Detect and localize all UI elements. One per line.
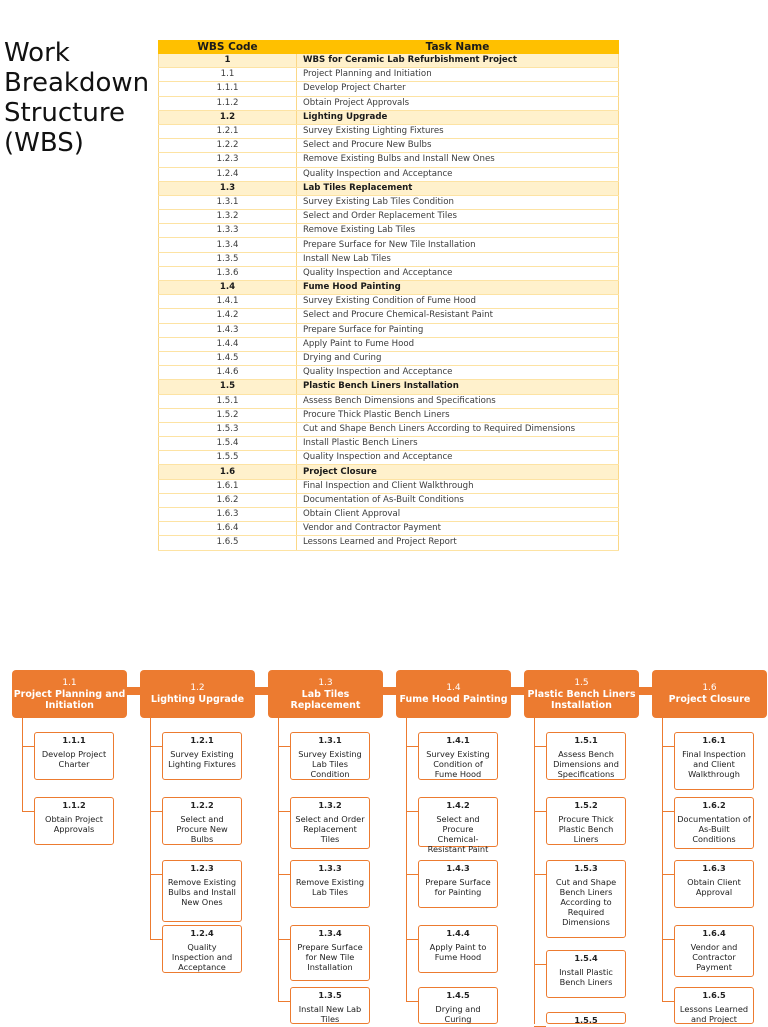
tree-branch xyxy=(534,746,546,747)
phase-box xyxy=(140,670,255,718)
wbs-code-cell: 1.5 xyxy=(159,380,297,394)
wbs-code-cell: 1.2.2 xyxy=(159,139,297,153)
phase-box xyxy=(652,670,767,718)
task-box xyxy=(674,797,754,849)
tree-connector xyxy=(278,718,279,1001)
table-row xyxy=(159,281,619,295)
title-line: Structure xyxy=(4,98,125,128)
wbs-code-cell: 1.1 xyxy=(159,68,297,82)
task-name-cell: Project Planning and Initiation xyxy=(297,68,619,82)
task-code: 1.6.1 xyxy=(702,735,726,745)
task-name-cell: Prepare Surface for Painting xyxy=(297,323,619,337)
task-code: 1.3.1 xyxy=(318,735,342,745)
tree-connector xyxy=(22,718,23,811)
task-name-cell: Develop Project Charter xyxy=(297,82,619,96)
table-row xyxy=(159,181,619,195)
table-row xyxy=(159,224,619,238)
task-name: Remove Existing Lab Tiles xyxy=(295,877,365,897)
wbs-code-cell: 1.1.2 xyxy=(159,96,297,110)
task-box xyxy=(290,860,370,908)
task-name: Assess Bench Dimensions and Specifications xyxy=(553,749,619,779)
phase-code: 1.2 xyxy=(190,683,205,693)
table-row xyxy=(159,82,619,96)
task-name-cell: Select and Procure Chemical-Resistant Paint xyxy=(297,309,619,323)
tree-branch xyxy=(406,1001,418,1002)
task-name-cell: Select and Order Replacement Tiles xyxy=(297,210,619,224)
wbs-code-cell: 1.6.1 xyxy=(159,479,297,493)
task-code: 1.2.3 xyxy=(190,863,214,873)
task-box xyxy=(418,797,498,854)
tree-connector xyxy=(662,718,663,1001)
task-box xyxy=(546,950,626,998)
wbs-code-cell: 1.3.4 xyxy=(159,238,297,252)
tree-branch xyxy=(406,874,418,875)
table-row xyxy=(159,380,619,394)
phase-name: Plastic Bench Liners Installation xyxy=(527,688,636,711)
tree-branch xyxy=(278,939,290,940)
task-code: 1.1.1 xyxy=(62,735,86,745)
phase-code: 1.5 xyxy=(574,677,589,688)
wbs-code-cell: 1.6 xyxy=(159,465,297,479)
task-name-cell: Install New Lab Tiles xyxy=(297,252,619,266)
task-name: Vendor and Contractor Payment xyxy=(690,942,738,972)
phase-box xyxy=(12,670,127,718)
task-name: Documentation of As-Built Conditions xyxy=(677,814,751,844)
tree-branch xyxy=(406,939,418,940)
task-box xyxy=(418,987,498,1024)
task-name: Survey Existing Lab Tiles Condition xyxy=(298,749,362,779)
tree-branch xyxy=(150,746,162,747)
wbs-code-cell: 1.2 xyxy=(159,110,297,124)
task-code: 1.4.1 xyxy=(446,735,470,745)
table-row xyxy=(159,309,619,323)
task-code: 1.5.5 xyxy=(574,1015,598,1025)
table-row xyxy=(159,366,619,380)
wbs-code-cell: 1.5.1 xyxy=(159,394,297,408)
task-box xyxy=(290,925,370,981)
column-header-code: WBS Code xyxy=(159,41,297,54)
task-code: 1.5.1 xyxy=(574,735,598,745)
table-row xyxy=(159,295,619,309)
wbs-code-cell: 1.6.4 xyxy=(159,522,297,536)
task-box xyxy=(418,860,498,908)
table-row xyxy=(159,68,619,82)
page-title xyxy=(4,38,154,158)
task-name-cell: Lab Tiles Replacement xyxy=(297,181,619,195)
wbs-code-cell: 1.4.6 xyxy=(159,366,297,380)
tree-branch xyxy=(22,746,34,747)
task-box xyxy=(674,987,754,1024)
phase-name: Project Closure xyxy=(668,694,751,705)
task-name-cell: Quality Inspection and Acceptance xyxy=(297,451,619,465)
table-row xyxy=(159,266,619,280)
phase-box xyxy=(524,670,639,718)
task-name-cell: Plastic Bench Liners Installation xyxy=(297,380,619,394)
task-code: 1.5.2 xyxy=(574,800,598,810)
table-row xyxy=(159,195,619,209)
table-row xyxy=(159,252,619,266)
task-name: Remove Existing Bulbs and Install New Ones xyxy=(167,877,237,907)
table-row xyxy=(159,238,619,252)
table-row xyxy=(159,96,619,110)
wbs-code-cell: 1.5.5 xyxy=(159,451,297,465)
task-name: Install Plastic Bench Liners xyxy=(559,967,613,987)
task-name: Select and Procure Chemical-Resistant Paint xyxy=(427,814,489,854)
task-code: 1.3.5 xyxy=(318,990,342,1000)
phase-code: 1.4 xyxy=(446,683,461,693)
task-box xyxy=(674,732,754,790)
task-box xyxy=(290,732,370,780)
task-name-cell: Select and Procure New Bulbs xyxy=(297,139,619,153)
phase-name: Fume Hood Painting xyxy=(399,694,508,705)
task-code: 1.6.2 xyxy=(702,800,726,810)
title-line: (WBS) xyxy=(4,128,84,158)
task-box xyxy=(418,732,498,780)
wbs-code-cell: 1.3.3 xyxy=(159,224,297,238)
title-line: Breakdown xyxy=(4,68,150,98)
task-name-cell: WBS for Ceramic Lab Refurbishment Project xyxy=(297,54,619,68)
tree-branch xyxy=(662,939,674,940)
table-row xyxy=(159,522,619,536)
wbs-code-cell: 1.6.2 xyxy=(159,493,297,507)
phase-box xyxy=(268,670,383,718)
task-name: Survey Existing Lighting Fixtures xyxy=(168,749,236,769)
task-box xyxy=(546,797,626,845)
wbs-code-cell: 1.6.3 xyxy=(159,508,297,522)
phase-name: Project Planning and Initiation xyxy=(13,688,126,711)
tree-branch xyxy=(278,811,290,812)
title-line: Work xyxy=(4,38,70,68)
task-name-cell: Quality Inspection and Acceptance xyxy=(297,266,619,280)
task-code: 1.4.2 xyxy=(446,800,470,810)
task-name-cell: Obtain Client Approval xyxy=(297,508,619,522)
wbs-code-cell: 1.3.5 xyxy=(159,252,297,266)
wbs-code-cell: 1.4.2 xyxy=(159,309,297,323)
wbs-code-cell: 1.6.5 xyxy=(159,536,297,550)
task-name: Select and Procure New Bulbs xyxy=(176,814,228,844)
task-code: 1.3.4 xyxy=(318,928,342,938)
task-name: Procure Thick Plastic Bench Liners xyxy=(558,814,614,844)
table-row xyxy=(159,167,619,181)
tree-branch xyxy=(662,746,674,747)
task-code: 1.6.5 xyxy=(702,990,726,1000)
table-body xyxy=(159,54,619,551)
task-code: 1.6.4 xyxy=(702,928,726,938)
wbs-code-cell: 1.4.3 xyxy=(159,323,297,337)
phase-code: 1.6 xyxy=(702,683,717,693)
task-name: Develop Project Charter xyxy=(41,749,107,769)
task-name: Obtain Client Approval xyxy=(687,877,741,897)
table-row xyxy=(159,536,619,550)
task-box xyxy=(418,925,498,973)
table-row xyxy=(159,110,619,124)
table-row xyxy=(159,210,619,224)
task-name-cell: Fume Hood Painting xyxy=(297,281,619,295)
task-name-cell: Survey Existing Lighting Fixtures xyxy=(297,124,619,138)
task-code: 1.3.3 xyxy=(318,863,342,873)
tree-branch xyxy=(534,964,546,965)
task-name-cell: Cut and Shape Bench Liners According to Required Dimensions xyxy=(297,422,619,436)
tree-connector xyxy=(534,718,535,1024)
phase-code: 1.1 xyxy=(62,677,77,688)
tree-branch xyxy=(406,746,418,747)
wbs-code-cell: 1.4.4 xyxy=(159,337,297,351)
tree-branch xyxy=(278,874,290,875)
task-name: Final Inspection and Client Walkthrough xyxy=(682,749,746,779)
task-box xyxy=(34,732,114,780)
task-name-cell: Apply Paint to Fume Hood xyxy=(297,337,619,351)
wbs-code-cell: 1.4.5 xyxy=(159,351,297,365)
phase-name: Lab Tiles Replacement xyxy=(290,688,361,711)
task-box xyxy=(674,860,754,908)
task-name-cell: Lighting Upgrade xyxy=(297,110,619,124)
wbs-code-cell: 1.3.1 xyxy=(159,195,297,209)
task-name-cell: Quality Inspection and Acceptance xyxy=(297,167,619,181)
table-row xyxy=(159,493,619,507)
task-code: 1.2.2 xyxy=(190,800,214,810)
task-name-cell: Obtain Project Approvals xyxy=(297,96,619,110)
wbs-code-cell: 1.3.6 xyxy=(159,266,297,280)
task-name: Lessons Learned and Project xyxy=(679,1004,749,1024)
task-box xyxy=(546,860,626,938)
table-row xyxy=(159,323,619,337)
tree-branch xyxy=(534,874,546,875)
task-box xyxy=(162,860,242,922)
task-name: Apply Paint to Fume Hood xyxy=(429,942,487,962)
table-row xyxy=(159,394,619,408)
wbs-code-cell: 1.5.4 xyxy=(159,437,297,451)
wbs-code-cell: 1.4.1 xyxy=(159,295,297,309)
tree-branch xyxy=(150,874,162,875)
task-name-cell: Install Plastic Bench Liners xyxy=(297,437,619,451)
task-box xyxy=(290,987,370,1024)
task-box xyxy=(546,732,626,780)
task-box xyxy=(162,797,242,845)
task-name-cell: Project Closure xyxy=(297,465,619,479)
wbs-table xyxy=(158,40,619,551)
wbs-code-cell: 1.4 xyxy=(159,281,297,295)
task-name: Survey Existing Condition of Fume Hood xyxy=(426,749,490,779)
task-code: 1.1.2 xyxy=(62,800,86,810)
task-box xyxy=(162,732,242,780)
task-name-cell: Remove Existing Bulbs and Install New Ones xyxy=(297,153,619,167)
wbs-code-cell: 1.3.2 xyxy=(159,210,297,224)
task-code: 1.6.3 xyxy=(702,863,726,873)
task-name: Cut and Shape Bench Liners According to Required Dimensions xyxy=(555,877,617,927)
task-code: 1.4.5 xyxy=(446,990,470,1000)
wbs-code-cell: 1.2.4 xyxy=(159,167,297,181)
table-row xyxy=(159,408,619,422)
task-name: Prepare Surface for New Tile Installation xyxy=(297,942,363,972)
wbs-code-cell: 1.5.2 xyxy=(159,408,297,422)
tree-branch xyxy=(406,811,418,812)
wbs-code-cell: 1.2.1 xyxy=(159,124,297,138)
tree-branch xyxy=(662,1001,674,1002)
tree-branch xyxy=(150,939,162,940)
task-code: 1.2.4 xyxy=(190,928,214,938)
task-code: 1.4.4 xyxy=(446,928,470,938)
task-name: Obtain Project Approvals xyxy=(45,814,103,834)
task-code: 1.2.1 xyxy=(190,735,214,745)
task-name-cell: Vendor and Contractor Payment xyxy=(297,522,619,536)
table-row xyxy=(159,422,619,436)
task-name: Select and Order Replacement Tiles xyxy=(295,814,365,844)
task-code: 1.4.3 xyxy=(446,863,470,873)
task-name-cell: Prepare Surface for New Tile Installation xyxy=(297,238,619,252)
task-code: 1.5.4 xyxy=(574,953,598,963)
phase-name: Lighting Upgrade xyxy=(150,694,245,705)
task-code: 1.5.3 xyxy=(574,863,598,873)
task-name-cell: Drying and Curing xyxy=(297,351,619,365)
task-name-cell: Survey Existing Condition of Fume Hood xyxy=(297,295,619,309)
wbs-diagram xyxy=(0,660,768,1024)
task-box xyxy=(162,925,242,973)
task-name-cell: Lessons Learned and Project Report xyxy=(297,536,619,550)
table-row xyxy=(159,139,619,153)
wbs-code-cell: 1.1.1 xyxy=(159,82,297,96)
tree-connector xyxy=(150,718,151,939)
tree-branch xyxy=(22,811,34,812)
table-row xyxy=(159,508,619,522)
table-row xyxy=(159,351,619,365)
task-name-cell: Survey Existing Lab Tiles Condition xyxy=(297,195,619,209)
tree-branch xyxy=(278,1001,290,1002)
task-name-cell: Procure Thick Plastic Bench Liners xyxy=(297,408,619,422)
tree-branch xyxy=(150,811,162,812)
wbs-code-cell: 1 xyxy=(159,54,297,68)
tree-branch xyxy=(662,811,674,812)
tree-connector xyxy=(406,718,407,1001)
task-box xyxy=(674,925,754,977)
task-box xyxy=(290,797,370,849)
wbs-code-cell: 1.3 xyxy=(159,181,297,195)
tree-branch xyxy=(278,746,290,747)
table-header-row xyxy=(159,41,619,54)
task-name: Prepare Surface for Painting xyxy=(425,877,491,897)
tree-branch xyxy=(534,811,546,812)
table-row xyxy=(159,479,619,493)
task-name-cell: Final Inspection and Client Walkthrough xyxy=(297,479,619,493)
task-name: Install New Lab Tiles xyxy=(298,1004,362,1024)
task-name-cell: Remove Existing Lab Tiles xyxy=(297,224,619,238)
task-code: 1.3.2 xyxy=(318,800,342,810)
task-name: Drying and Curing xyxy=(435,1004,481,1024)
wbs-code-cell: 1.2.3 xyxy=(159,153,297,167)
task-name-cell: Documentation of As-Built Conditions xyxy=(297,493,619,507)
wbs-code-cell: 1.5.3 xyxy=(159,422,297,436)
table-row xyxy=(159,451,619,465)
task-name-cell: Assess Bench Dimensions and Specifications xyxy=(297,394,619,408)
table-row xyxy=(159,437,619,451)
phase-box xyxy=(396,670,511,718)
table-row xyxy=(159,153,619,167)
table-row xyxy=(159,124,619,138)
column-header-task: Task Name xyxy=(297,41,619,54)
table-row xyxy=(159,465,619,479)
phase-code: 1.3 xyxy=(318,677,333,688)
task-box xyxy=(34,797,114,845)
tree-branch xyxy=(662,874,674,875)
task-name: Quality Inspection and Acceptance xyxy=(171,942,233,972)
task-name-cell: Quality Inspection and Acceptance xyxy=(297,366,619,380)
table-row xyxy=(159,54,619,68)
task-box xyxy=(546,1012,626,1024)
table-row xyxy=(159,337,619,351)
